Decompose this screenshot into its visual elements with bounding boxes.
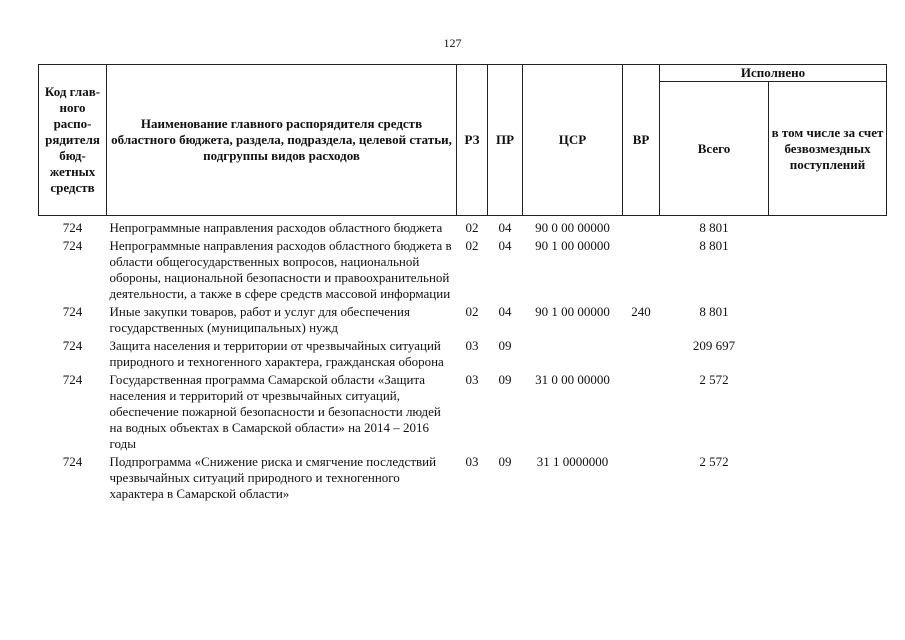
header-code: Код главного распорядителя бюджетных средств (39, 65, 107, 216)
cell-gratuitous (769, 304, 887, 338)
cell-vr (623, 220, 660, 238)
cell-code: 724 (62, 338, 83, 353)
cell-name: Государственная программа Самарской области «Защита населения и территорий от чрезвычайных ситуаций, обеспечение пожарной безопасности и безопасности людей на водных объектах в Самарской области» на 2014 – 2016 годы (109, 372, 441, 451)
cell-name: Непрограммные направления расходов областного бюджета в области общегосударственных вопросов, национальной обороны, национальной безопасности и правоохранительной деятельности, а также в сфере средств массовой информации (109, 238, 452, 301)
cell-csr (523, 338, 623, 372)
table-row (39, 372, 887, 454)
cell-rz: 03 (465, 338, 479, 353)
cell-gratuitous (769, 238, 887, 304)
cell-vr (623, 454, 660, 504)
cell-pr: 09 (498, 372, 512, 387)
header-gratuitous: в том числе за счет безвозмездных поступлений (769, 82, 887, 216)
cell-name: Защита населения и территории от чрезвычайных ситуаций природного и техногенного характера, гражданская оборона (109, 338, 444, 369)
cell-vr (623, 338, 660, 372)
header-csr: ЦСР (523, 65, 623, 216)
header-vr: ВР (623, 65, 660, 216)
page-number: 127 (443, 36, 462, 50)
header-executed: Исполнено (660, 65, 887, 82)
cell-rz: 03 (465, 454, 479, 469)
cell-total: 2 572 (699, 372, 729, 387)
cell-vr (623, 372, 660, 454)
cell-code: 724 (62, 220, 83, 235)
header-pr: ПР (488, 65, 523, 216)
cell-name: Подпрограмма «Снижение риска и смягчение последствий чрезвычайных ситуаций природного и техногенного характера в Самарской области» (109, 454, 437, 501)
cell-rz: 02 (465, 238, 479, 253)
header-name: Наименование главного распорядителя средств областного бюджета, раздела, подраздела, целевой статьи, подгруппы видов расходов (107, 65, 457, 216)
table-row (39, 304, 887, 338)
cell-gratuitous (769, 220, 887, 238)
cell-gratuitous (769, 372, 887, 454)
cell-total: 8 801 (699, 238, 729, 253)
cell-gratuitous (769, 454, 887, 504)
table-row (39, 220, 887, 238)
budget-expenditure-table (38, 64, 887, 504)
cell-csr: 90 0 00 00000 (535, 220, 610, 235)
cell-code: 724 (62, 304, 83, 319)
table-row (39, 338, 887, 372)
cell-total: 209 697 (692, 338, 736, 353)
cell-vr (623, 238, 660, 304)
cell-rz: 02 (465, 220, 479, 235)
cell-code: 724 (62, 372, 83, 387)
cell-pr: 04 (498, 238, 512, 253)
cell-rz: 03 (465, 372, 479, 387)
cell-total: 8 801 (699, 304, 729, 319)
cell-vr: 240 (631, 304, 651, 319)
cell-code: 724 (62, 238, 83, 253)
cell-pr: 04 (498, 220, 512, 235)
cell-csr: 31 1 0000000 (536, 454, 609, 469)
cell-code: 724 (62, 454, 83, 469)
header-total: Всего (660, 82, 769, 216)
table-row (39, 238, 887, 304)
cell-pr: 09 (498, 454, 512, 469)
cell-csr: 90 1 00 00000 (535, 304, 610, 319)
cell-pr: 09 (498, 338, 512, 353)
cell-name: Непрограммные направления расходов областного бюджета (109, 220, 443, 235)
table-row (39, 454, 887, 504)
cell-total: 2 572 (699, 454, 729, 469)
cell-csr: 90 1 00 00000 (535, 238, 610, 253)
cell-csr: 31 0 00 00000 (535, 372, 610, 387)
cell-gratuitous (769, 338, 887, 372)
cell-pr: 04 (498, 304, 512, 319)
cell-rz: 02 (465, 304, 479, 319)
header-rz: РЗ (457, 65, 488, 216)
cell-total: 8 801 (699, 220, 729, 235)
cell-name: Иные закупки товаров, работ и услуг для обеспечения государственных (муниципальных) нужд (109, 304, 410, 335)
